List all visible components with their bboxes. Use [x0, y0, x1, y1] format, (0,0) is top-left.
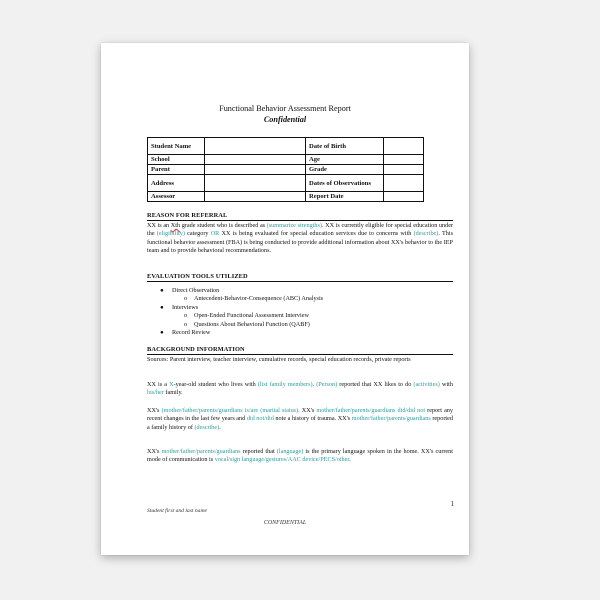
report-subtitle: Confidential [263, 115, 307, 124]
bullet-icon: ● [160, 287, 164, 294]
list-item [147, 321, 447, 329]
field-value-grade [384, 165, 424, 175]
field-value-age [384, 155, 424, 165]
placeholder-text: mother/father/parents/guardians [161, 448, 241, 455]
sources-paragraph: Sources: Parent interview, teacher interview, cumulative records, special education records, private reports [147, 356, 411, 363]
placeholder-text: (list family members) [257, 381, 313, 388]
table-row [148, 155, 424, 165]
placeholder-text: (marital [260, 407, 280, 414]
text-run: XX's [299, 407, 317, 414]
list-item-label: Record Review [172, 329, 211, 337]
text-run: family. [163, 389, 183, 397]
table-row [148, 165, 424, 175]
field-value-address [205, 175, 306, 192]
list-item [147, 287, 447, 295]
placeholder-text: mother/father/parents/guardians [351, 415, 431, 423]
field-label-date-of-birth: Date of Birth [306, 138, 384, 155]
document-page [101, 43, 469, 555]
table-row [148, 192, 424, 202]
footer-confidential: CONFIDENTIAL [263, 520, 307, 526]
placeholder-text: (describe) [413, 230, 439, 238]
text-run: reported a family history of [147, 415, 453, 431]
field-label-student-name: Student Name [148, 138, 205, 155]
field-label-school: School [148, 155, 205, 165]
placeholder-text: is/are [244, 407, 259, 414]
page-number: 1 [450, 500, 454, 508]
tools-list [147, 287, 447, 337]
table-row [148, 138, 424, 155]
footer-student-name: Student first and last name [147, 508, 207, 514]
field-label-dates-of-observations: Dates of Observations [306, 175, 384, 192]
field-label-age: Age [306, 155, 384, 165]
table-row [148, 175, 424, 192]
field-label-parent: Parent [148, 165, 205, 175]
text-run: Xth [170, 222, 181, 229]
text-run: XX's [147, 448, 162, 455]
placeholder-text: (language) [276, 448, 304, 455]
bullet-icon: ● [160, 329, 164, 337]
list-item-label: Open-Ended Functional Assessment Interview [194, 312, 309, 320]
text-run: grade student who is described as [180, 222, 267, 229]
sub-bullet-icon: o [184, 312, 188, 320]
tools-heading: EVALUATION TOOLS UTILIZED [147, 273, 453, 282]
text-run: XX is being evaluated for special education services due to concerns with [219, 230, 414, 238]
list-item [147, 329, 447, 337]
text-run: category [184, 230, 211, 238]
bullet-icon: ● [160, 303, 164, 311]
list-item-label: Direct Observation [172, 287, 220, 294]
text-run: -year-old student who lives with [173, 381, 258, 388]
field-label-address: Address [148, 175, 205, 192]
placeholder-text: (activities) [413, 381, 440, 388]
background-paragraph-1 [147, 381, 453, 398]
list-item [147, 304, 447, 312]
text-run: is the primary language spoken in the home. XX's current mode of communication is [147, 448, 453, 464]
text-run: reported that XX likes to do [337, 381, 414, 388]
field-value-dates-of-observations [384, 175, 424, 192]
list-item-label: Antecedent-Behavior-Consequence (ABC) Analysis [194, 295, 324, 303]
list-item [147, 295, 447, 303]
text-run: . [349, 456, 351, 464]
placeholder-text: did not/did [246, 415, 274, 423]
placeholder-text: (mother/father/parents/guardians [161, 407, 243, 414]
text-run: XX's [147, 407, 162, 414]
sub-bullet-icon: o [184, 295, 188, 303]
placeholder-text: OR [210, 230, 220, 238]
placeholder-text: (describe) [194, 423, 220, 431]
background-paragraph-2 [147, 407, 453, 432]
text-run: XX is an [147, 222, 171, 229]
field-value-assessor [205, 192, 306, 202]
placeholder-text: (Person) [316, 381, 338, 388]
placeholder-text: his/her [147, 389, 164, 397]
text-run: reported that [240, 448, 277, 455]
placeholder-text: vocal/sign language/gestures/AAC device/PECS/other [214, 456, 350, 464]
text-run: note a history of trauma. XX's [273, 415, 352, 423]
placeholder-text: X [169, 381, 174, 388]
placeholder-text: (summarize strengths) [266, 222, 322, 229]
text-run: . [312, 381, 317, 388]
field-value-parent [205, 165, 306, 175]
placeholder-text: (eligibility) [156, 230, 185, 238]
field-label-assessor: Assessor [148, 192, 205, 202]
sub-bullet-icon: o [184, 320, 188, 328]
field-label-grade: Grade [306, 165, 384, 175]
background-paragraph-3 [147, 448, 453, 465]
field-value-report-date [384, 192, 424, 202]
text-run: with [439, 381, 453, 388]
placeholder-text: status). [282, 407, 300, 414]
text-run: report any recent changes in the last few years and [147, 407, 453, 423]
list-item-label: Questions About Behavioral Function (QABF) [194, 320, 310, 328]
text-run: . XX is currently eligible for special education under the [147, 222, 454, 238]
reason-heading: REASON FOR REFERRAL [147, 212, 453, 221]
text-run: . [219, 423, 221, 431]
field-value-school [205, 155, 306, 165]
list-item [147, 312, 447, 320]
text-run: XX is a [147, 381, 170, 388]
field-value-student-name [205, 138, 306, 155]
field-label-report-date: Report Date [306, 192, 384, 202]
reason-paragraph [147, 222, 453, 255]
field-value-date-of-birth [384, 138, 424, 155]
background-heading: BACKGROUND INFORMATION [147, 346, 453, 355]
placeholder-text: mother/father/parents/guardians did/did not [316, 407, 426, 414]
report-title: Functional Behavior Assessment Report [219, 104, 351, 113]
text-run: . This functional behavior assessment (FBA) is being conducted to provide additional information about XX's behavior to the IEP team and to provide behavioral recommendations. [147, 230, 454, 254]
student-info-table [147, 137, 424, 202]
list-item-label: Interviews [172, 303, 199, 311]
